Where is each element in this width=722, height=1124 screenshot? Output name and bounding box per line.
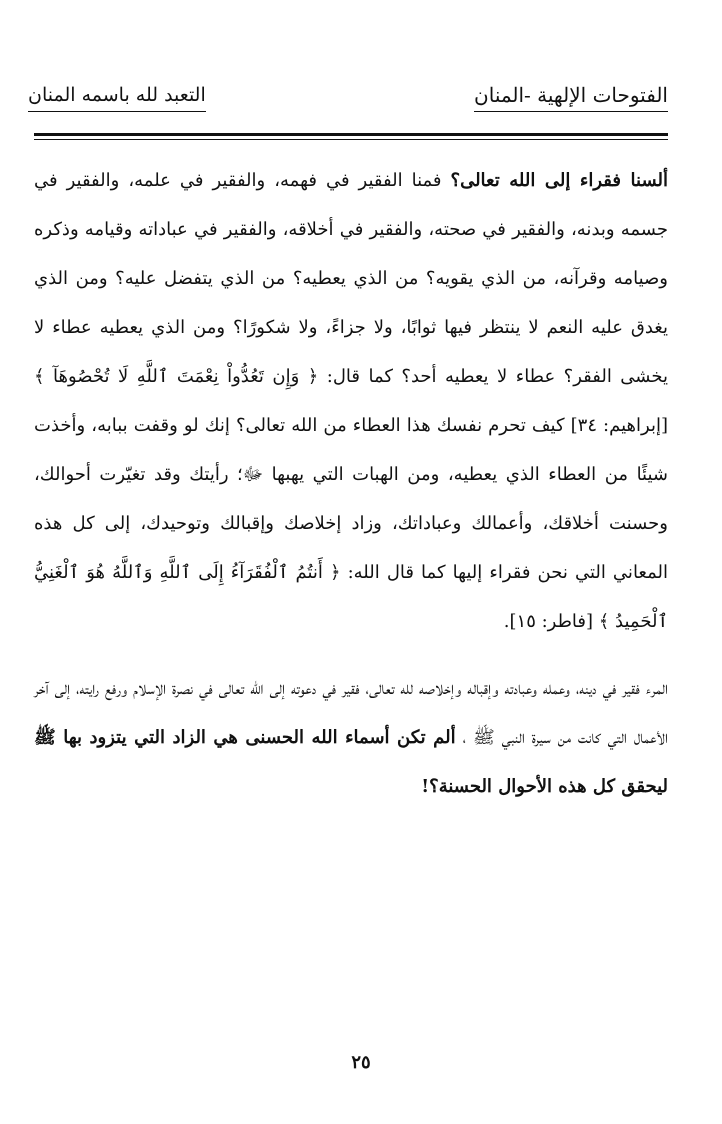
paragraph-1-text-a: فمنا الفقير في فهمه، والفقير في علمه، والفقير في جسمه وبدنه، والفقير في صحته، والفقير في أخلاقه، والفقير في عباداته وقيامه وذكره وصيامه وقرآنه، من الذي يقويه؟ من الذي يعطيه؟ من الذي يتفضل عليه؟ ومن الذي يغدق عليه النعم لا ينتظر فيها ثوابًا، ولا جزاءً، ولا شكورًا؟ ومن الذي يعطيه عطاء لا يخشى الفقر؟ عطاء لا يعطيه أحد؟ كما قال: (34, 170, 668, 387)
quran-verse-1: ﴿ وَإِن تَعُدُّواْ نِعْمَتَ ٱللَّهِ لَا تُحْصُوهَآ ﴾ (34, 366, 319, 387)
paragraph-1-text-b: كيف تحرم نفسك هذا العطاء من الله تعالى؟ إنك لو وقفت ببابه، وأخذت شيئًا من العطاء الذي يعطيه، ومن الهبات التي يهبها ﷻ؛ رأيتك وقد تغيّرت أحوالك، وحسنت أخلاقك، وأعمالك وعباداتك، وزاد إخلاصك وإقبالك وتوحيدك، إلى كل هذه المعاني التي نحن فقراء إليها كما قال الله: (34, 415, 669, 583)
quran-ref-1: [إبراهيم: ٣٤] (570, 415, 668, 436)
quran-verse-2: ﴿ أَنتُمُ ٱلْفُقَرَآءُ إِلَى ٱللَّهِ وَٱللَّهُ هُوَ ٱلْغَنِيُّ ٱلْحَمِيدُ ﴾ (34, 562, 668, 632)
paragraph-1 (34, 156, 668, 646)
paragraph-2-text: المرء فقير في دينه، وعمله وعبادته وإقباله وإخلاصه لله تعالى، فقير في دعوته إلى الله تعالى في نصرة الإسلام ورفع رايته، إلى آخر الأعمال التي كانت من سيرة النبي ﷺ ، (34, 678, 669, 748)
page-number: ٢٥ (351, 1052, 371, 1073)
quran-ref-2: [فاطر: ١٥]. (503, 611, 599, 632)
chapter-title: التعبد لله باسمه المنان (28, 82, 206, 112)
paragraph-2 (34, 664, 668, 811)
paragraph-1-lead: ألسنا فقراء إلى الله تعالى؟ (450, 170, 669, 191)
page-body (34, 156, 668, 811)
header-rule-thick (34, 133, 668, 136)
paragraph-2-closing: ألم تكن أسماء الله الحسنى هي الزاد التي يتزود بها ﷺ ليحقق كل هذه الأحوال الحسنة؟! (34, 727, 668, 797)
running-header (28, 82, 668, 120)
book-title: الفتوحات الإلهية -المنان (474, 82, 668, 112)
header-rule-thin (34, 139, 668, 140)
